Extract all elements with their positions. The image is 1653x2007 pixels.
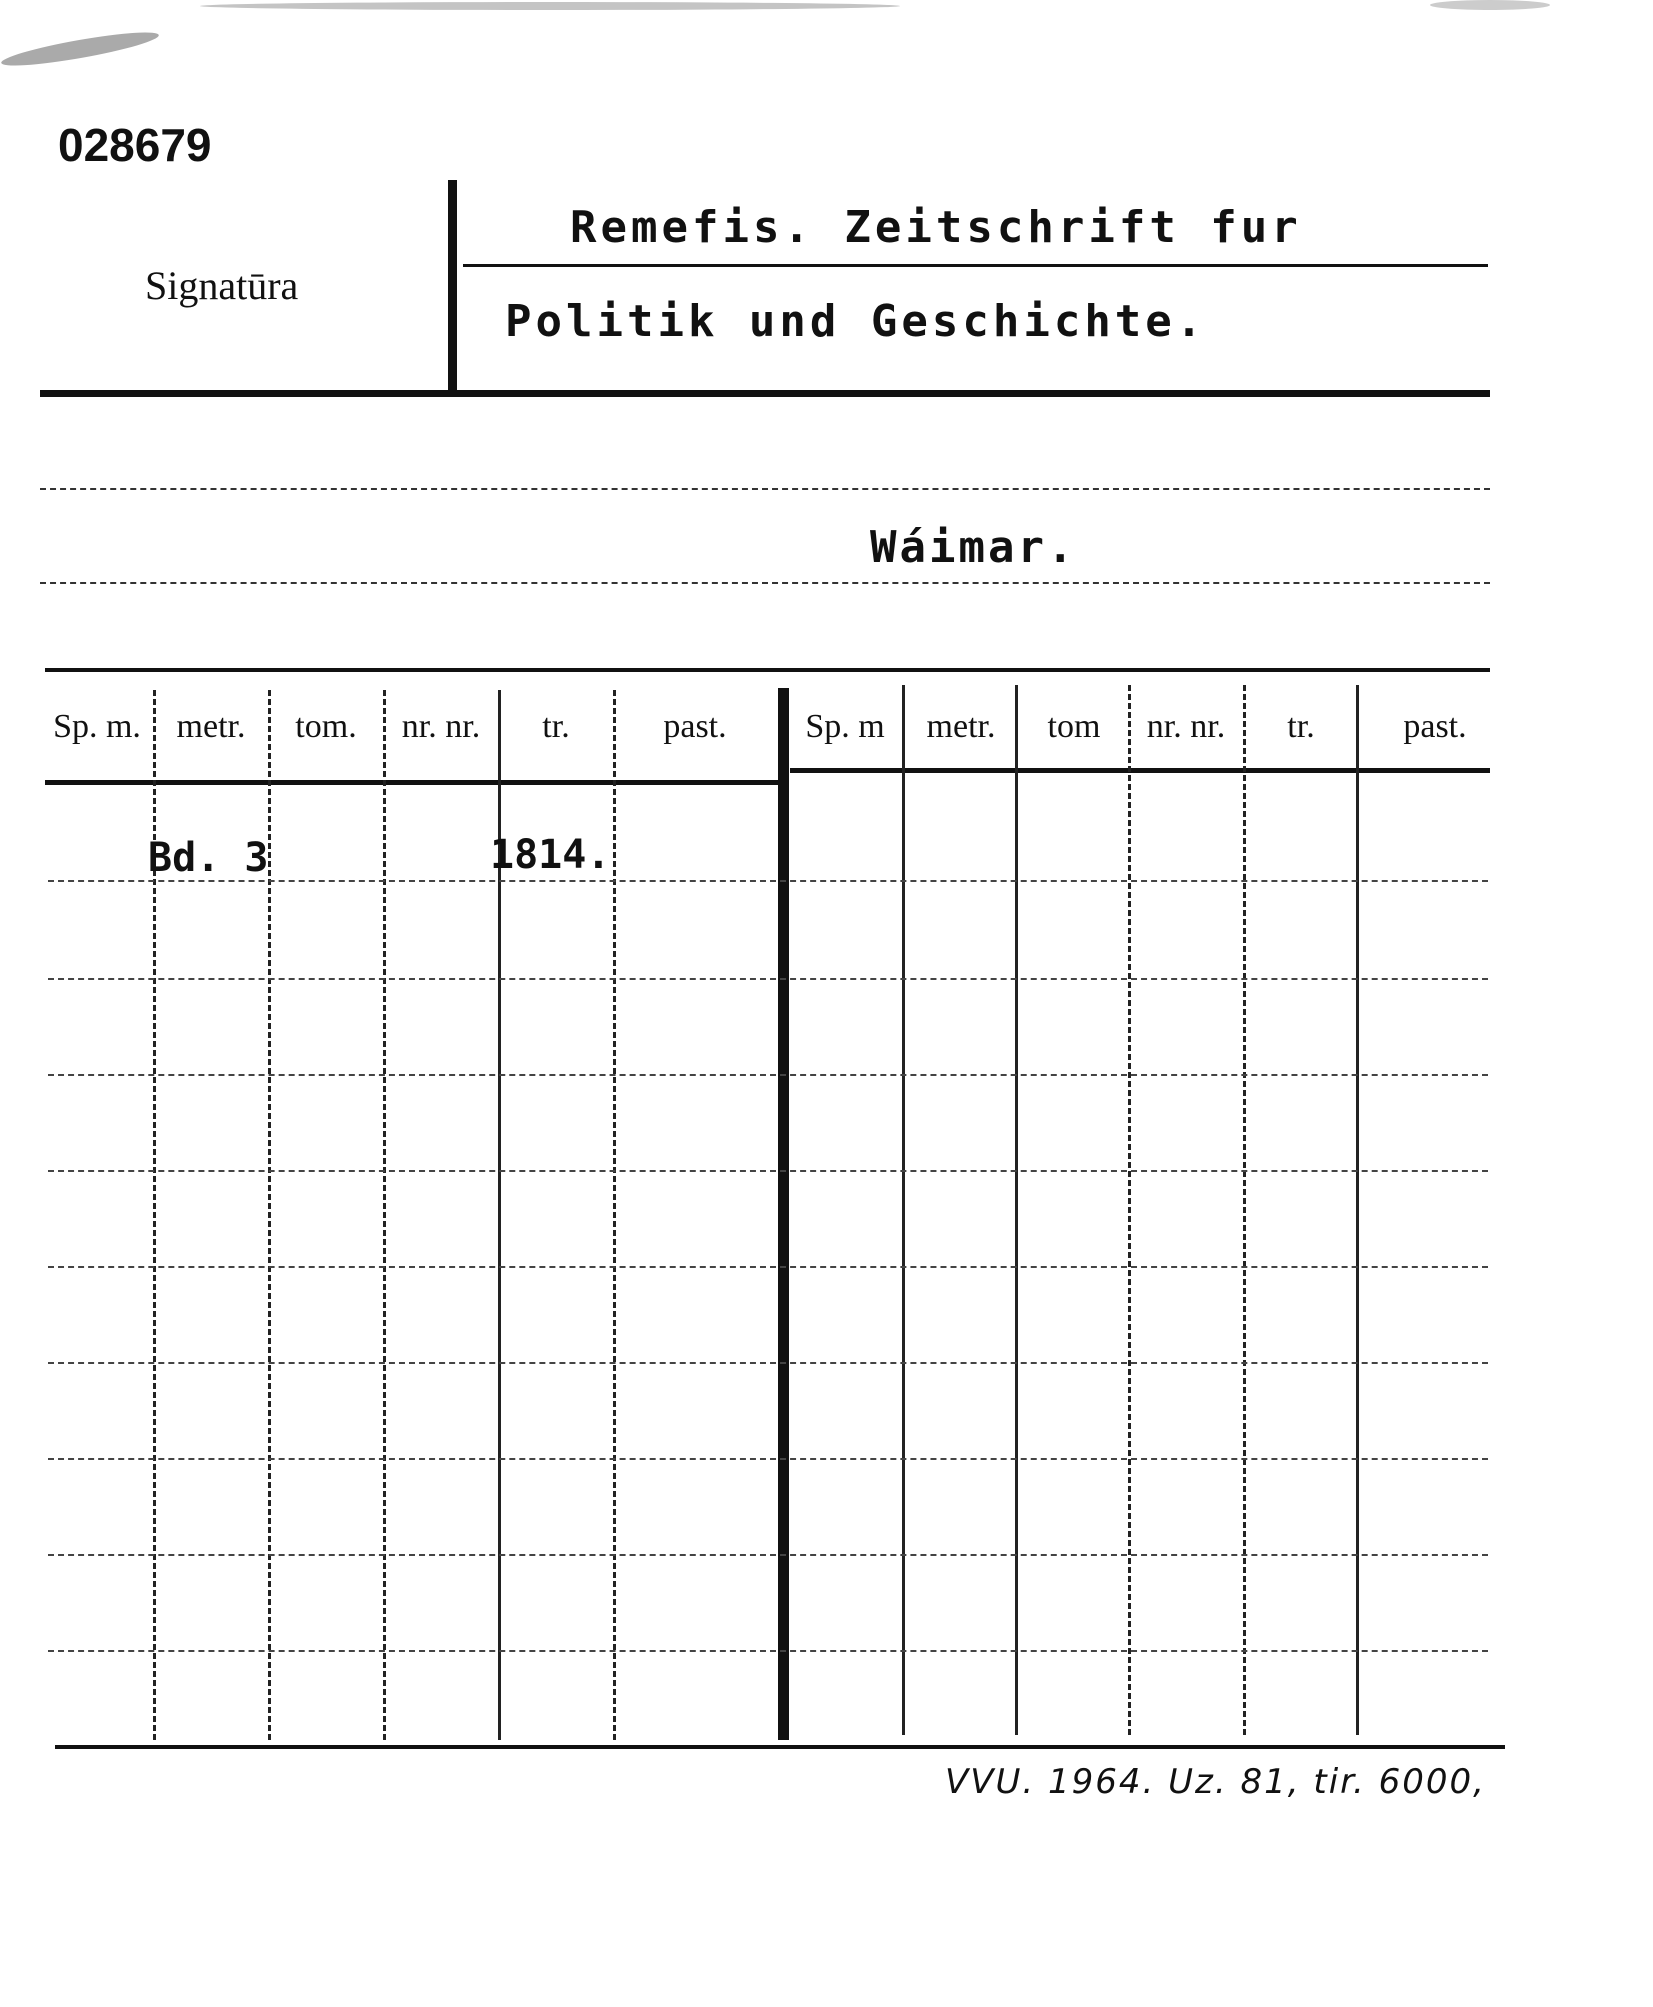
card-number: 028679 bbox=[58, 119, 212, 171]
col-head-metr-right: metr. bbox=[926, 708, 996, 745]
col-head-sp-m-left: Sp. m. bbox=[53, 708, 141, 745]
title-underline bbox=[463, 264, 1488, 267]
col-head-tr-right: tr. bbox=[1287, 708, 1315, 745]
col-head-sp-m-right: Sp. m bbox=[805, 708, 885, 745]
col-head-past-right: past. bbox=[1403, 708, 1467, 745]
row-line-5 bbox=[48, 1266, 1488, 1268]
row-line-7 bbox=[48, 1458, 1488, 1460]
col-line-9 bbox=[1243, 685, 1246, 1735]
ruled-line-1 bbox=[40, 488, 1490, 490]
ruled-line-2 bbox=[40, 582, 1490, 584]
col-line-8 bbox=[1128, 685, 1131, 1735]
col-head-past-left: past. bbox=[663, 708, 727, 745]
table-top-border bbox=[45, 668, 1490, 672]
header-bottom-right bbox=[790, 768, 1490, 773]
signature-label: Signatūra bbox=[145, 263, 299, 308]
col-head-nr-left: nr. nr. bbox=[401, 708, 481, 745]
footer-note: VVU. 1964. Uz. 81, tir. 6000, bbox=[945, 1762, 1486, 1802]
signature-divider bbox=[448, 180, 457, 390]
place-of-publication: Wáimar. bbox=[870, 522, 1077, 573]
col-line-5 bbox=[613, 690, 616, 1740]
col-head-nr-right: nr. nr. bbox=[1146, 708, 1226, 745]
col-head-tom-left: tom. bbox=[295, 708, 357, 745]
row-line-8 bbox=[48, 1554, 1488, 1556]
entry-metr: Bd. 3 bbox=[148, 835, 269, 881]
row-line-4 bbox=[48, 1170, 1488, 1172]
row-line-6 bbox=[48, 1362, 1488, 1364]
col-line-6 bbox=[902, 685, 905, 1735]
col-line-10 bbox=[1356, 685, 1359, 1735]
row-line-3 bbox=[48, 1074, 1488, 1076]
col-line-2 bbox=[268, 690, 271, 1740]
scan-smudge-left bbox=[0, 26, 160, 72]
header-separator bbox=[40, 390, 1490, 397]
col-head-tr-left: tr. bbox=[542, 708, 570, 745]
scan-smudge-top bbox=[200, 2, 900, 10]
col-head-tom-right: tom bbox=[1047, 708, 1101, 745]
row-line-9 bbox=[48, 1650, 1488, 1652]
col-line-3 bbox=[383, 690, 386, 1740]
title-line-1: Remefis. Zeitschrift fur bbox=[570, 202, 1302, 253]
title-line-2: Politik und Geschichte. bbox=[505, 296, 1207, 347]
entry-tr: 1814. bbox=[490, 832, 611, 878]
scan-smudge-right bbox=[1430, 0, 1550, 10]
row-line-2 bbox=[48, 978, 1488, 980]
col-head-metr-left: metr. bbox=[176, 708, 246, 745]
center-divider bbox=[778, 688, 789, 1740]
table-bottom-border bbox=[55, 1745, 1505, 1749]
col-line-7 bbox=[1015, 685, 1018, 1735]
